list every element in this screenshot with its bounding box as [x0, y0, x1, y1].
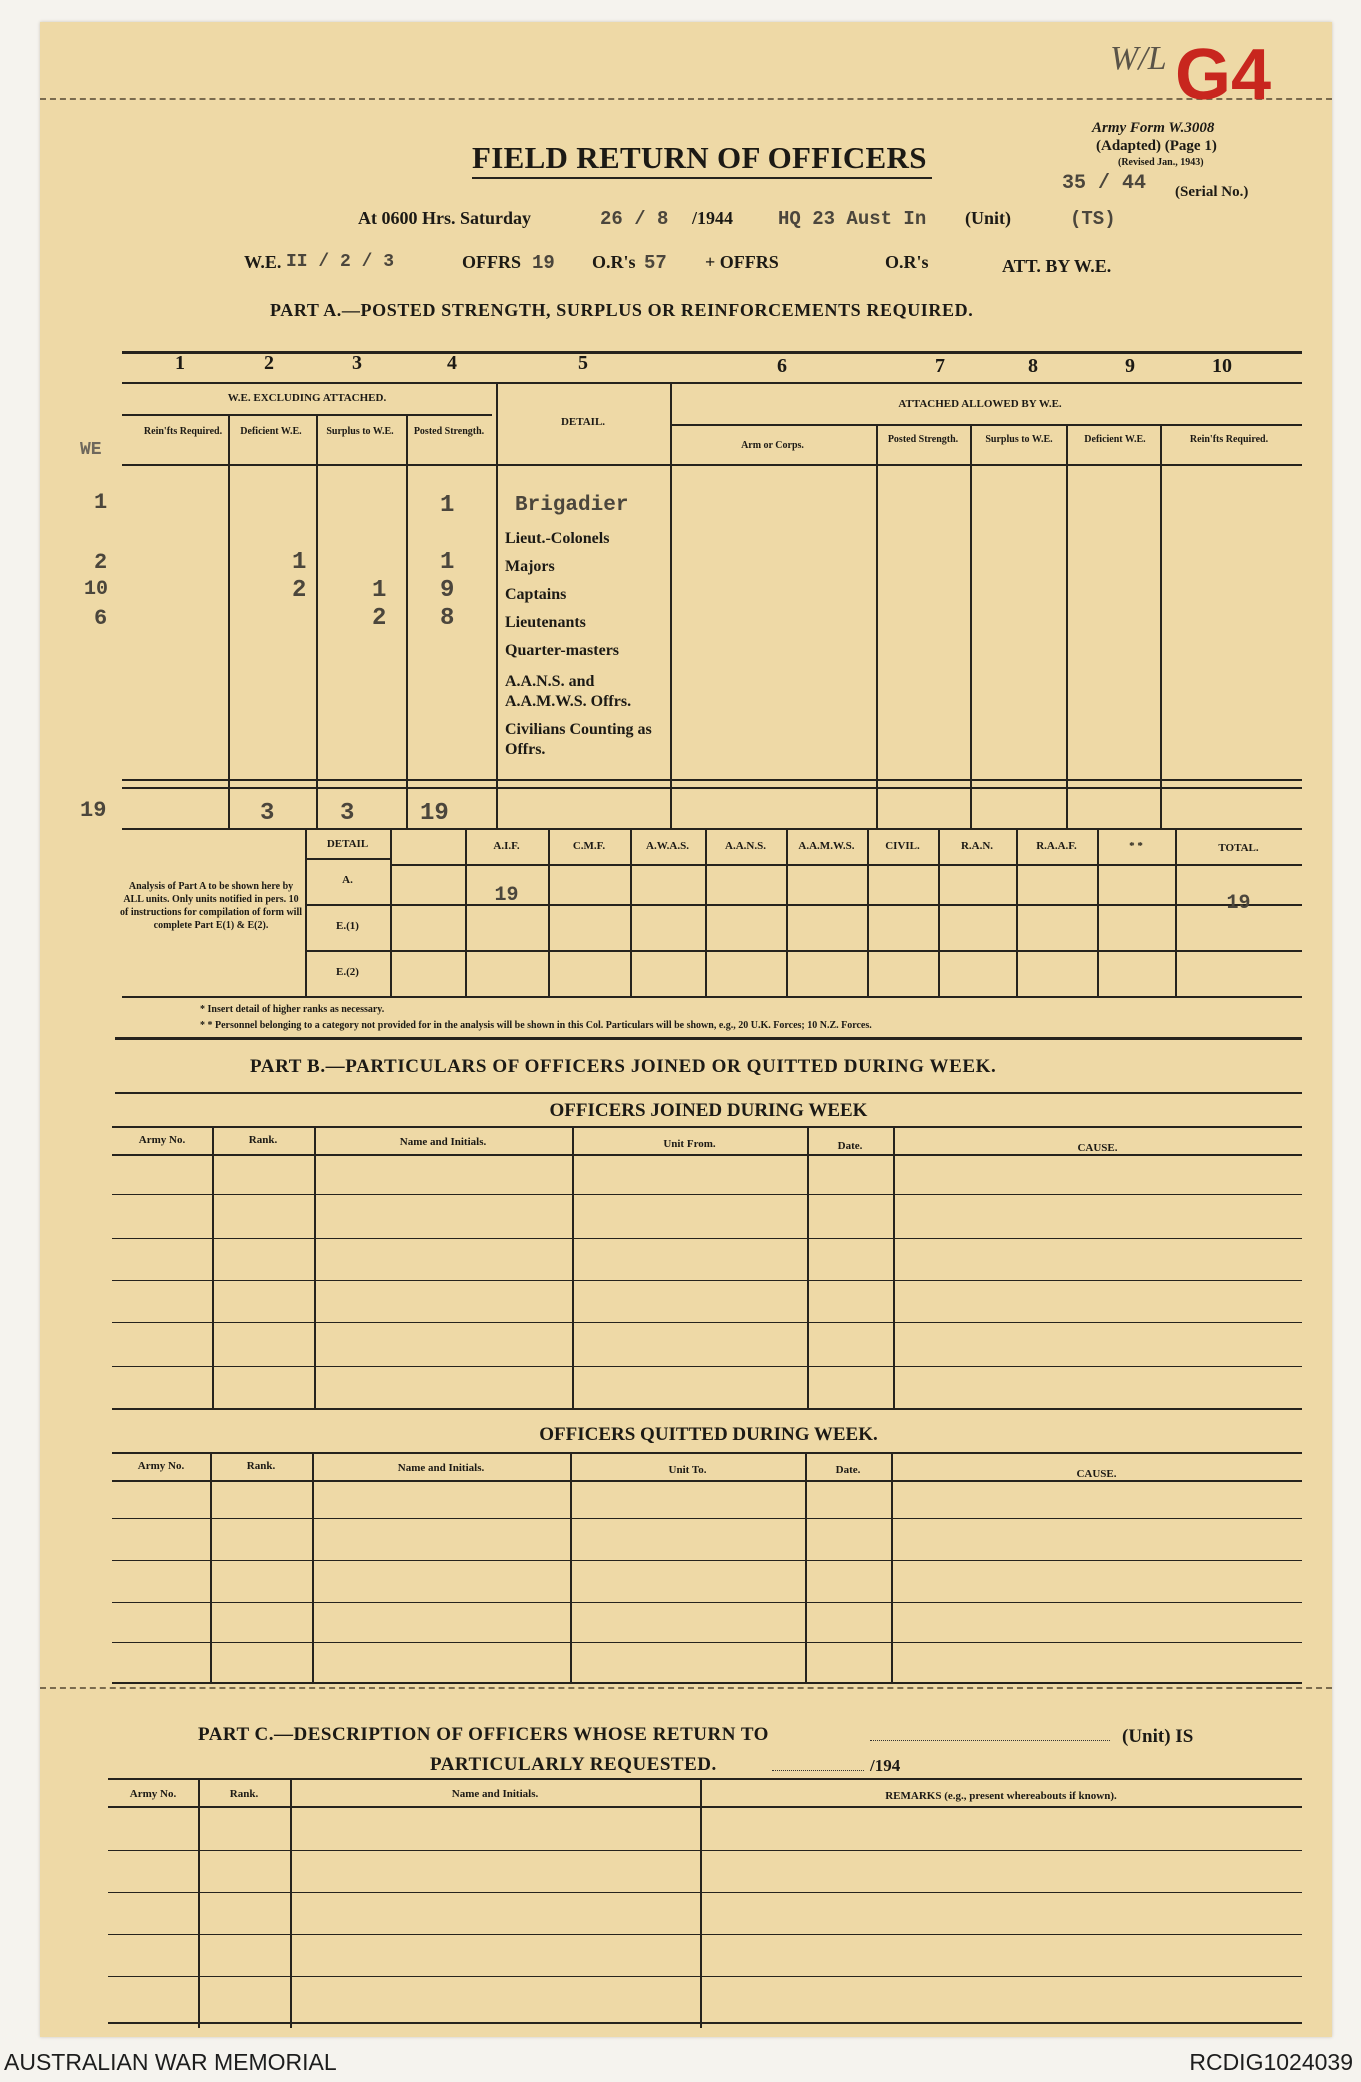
quitted-col-cause: CAUSE.: [1076, 1468, 1117, 1480]
detail-lieutenants: Lieutenants: [505, 614, 586, 631]
analysis-col-aans: A.A.N.S.: [725, 840, 766, 852]
footnote-1: * Insert detail of higher ranks as necessary.: [200, 1004, 385, 1015]
analysis-col-total: TOTAL.: [1218, 842, 1259, 854]
ors-value: 57: [644, 252, 667, 274]
col-head-reinfts: Rein'fts Required.: [143, 426, 223, 437]
analysis-row-a: A.: [342, 874, 353, 886]
form-sheet: [40, 22, 1332, 2037]
joined-col-unit-from: Unit From.: [663, 1138, 716, 1150]
posted-total: 19: [420, 800, 449, 827]
col-number-7: 7: [935, 355, 945, 377]
quitted-heading: OFFICERS QUITTED DURING WEEK.: [539, 1424, 878, 1445]
att-by-we-label: ATT. BY W.E.: [1002, 256, 1112, 276]
detail-captains: Captains: [505, 586, 567, 603]
partc-col-name: Name and Initials.: [451, 1788, 539, 1800]
perforation-top: [40, 98, 1332, 100]
col-head-deficient: Deficient W.E.: [240, 426, 302, 437]
part-c-requested: PARTICULARLY REQUESTED.: [430, 1754, 717, 1775]
total-value: 19: [1226, 892, 1251, 915]
we-value-lieutenants: 6: [94, 606, 108, 631]
col-head-reinfts-att: Rein'fts Required.: [1189, 434, 1269, 445]
analysis-col-civil: CIVIL.: [885, 840, 920, 852]
col-head-posted: Posted Strength.: [413, 426, 485, 437]
part-b-heading: PART B.—PARTICULARS OF OFFICERS JOINED OR QUITTED DURING WEEK.: [250, 1056, 997, 1077]
we-value-majors: 2: [94, 550, 108, 575]
col-head-surplus: Surplus to W.E.: [326, 426, 394, 437]
quitted-col-date: Date.: [835, 1464, 861, 1476]
analysis-col-other: * *: [1129, 840, 1143, 852]
posted-lieutenants: 8: [440, 605, 455, 632]
ors2-label: O.R's: [885, 252, 929, 272]
red-g4-mark: G4: [1175, 35, 1272, 115]
year-label: /1944: [692, 208, 734, 228]
posted-captains: 9: [440, 577, 455, 604]
quitted-col-name: Name and Initials.: [397, 1462, 485, 1474]
footnote-2: * * Personnel belonging to a category not provided for in the analysis will be shown in this Col. Particulars will be shown, e.g., 20 U.K. Forces; 10 N.Z. Forces.: [200, 1020, 872, 1031]
analysis-col-aamws: A.A.M.W.S.: [798, 840, 855, 852]
adapted-note: (Adapted) (Page 1): [1096, 138, 1217, 154]
part-c-date-year: /194: [870, 1756, 901, 1775]
footer-id: RCDIG1024039: [1189, 2049, 1353, 2075]
date-value: 26 / 8: [600, 208, 669, 230]
part-c-unit-blank[interactable]: [870, 1740, 1110, 1741]
ts-mark: (TS): [1070, 208, 1116, 230]
joined-col-cause: CAUSE.: [1077, 1142, 1118, 1154]
part-c-unit-is: (Unit) IS: [1122, 1726, 1194, 1747]
surplus-total: 3: [340, 800, 355, 827]
revised-note: (Revised Jan., 1943): [1118, 157, 1204, 168]
serial-number-value: 35 / 44: [1062, 172, 1147, 195]
we-excluding-attached-header: W.E. EXCLUDING ATTACHED.: [227, 392, 387, 404]
detail-civilians: Civilians Counting as Offrs.: [505, 721, 652, 758]
col-number-9: 9: [1125, 355, 1135, 377]
joined-heading: OFFICERS JOINED DURING WEEK: [549, 1100, 868, 1121]
surplus-lieutenants: 2: [372, 605, 387, 632]
col-head-deficient-att: Deficient W.E.: [1084, 434, 1146, 445]
analysis-col-aif: A.I.F.: [493, 840, 520, 852]
form-title: FIELD RETURN OF OFFICERS: [472, 140, 927, 175]
partc-col-remarks: REMARKS (e.g., present whereabouts if known).: [885, 1790, 1117, 1802]
analysis-col-awas: A.W.A.S.: [646, 840, 689, 852]
surplus-captains: 1: [372, 577, 387, 604]
analysis-col-detail: DETAIL: [326, 838, 369, 850]
quitted-col-unit-to: Unit To.: [668, 1464, 707, 1476]
we-margin-label: WE: [80, 440, 102, 460]
deficient-captains: 2: [292, 577, 307, 604]
detail-quarter-masters: Quarter-masters: [505, 642, 620, 659]
handwritten-initials: W/L: [1110, 40, 1167, 77]
partc-col-rank: Rank.: [229, 1788, 259, 1800]
serial-number-label: (Serial No.): [1175, 184, 1249, 200]
analysis-row-e1: E.(1): [336, 920, 359, 932]
we-total: 19: [80, 798, 107, 823]
at-hours-label: At 0600 Hrs. Saturday: [358, 208, 532, 228]
posted-majors: 1: [440, 549, 455, 576]
joined-col-name: Name and Initials.: [399, 1136, 487, 1148]
analysis-col-ran: R.A.N.: [960, 840, 994, 852]
offrs-value: 19: [532, 252, 555, 274]
aif-value: 19: [494, 884, 519, 907]
posted-brigadier: 1: [440, 492, 455, 519]
we-label: W.E.: [244, 252, 282, 272]
analysis-col-raaf: R.A.A.F.: [1036, 840, 1077, 852]
col-number-8: 8: [1028, 355, 1038, 377]
analysis-row-e2: E.(2): [336, 966, 359, 978]
army-form-number: Army Form W.3008: [1092, 120, 1215, 136]
footer-source: AUSTRALIAN WAR MEMORIAL: [4, 2049, 337, 2075]
col-number-4: 4: [447, 352, 457, 374]
part-c-heading: PART C.—DESCRIPTION OF OFFICERS WHOSE RETURN TO: [198, 1724, 769, 1745]
perforation-bottom: [40, 1687, 1332, 1689]
partc-col-army-no: Army No.: [129, 1788, 177, 1800]
joined-col-date: Date.: [837, 1140, 863, 1152]
plus-offrs-label: + OFFRS: [705, 252, 779, 272]
col-number-2: 2: [264, 352, 274, 374]
col-head-arm-corps: Arm or Corps.: [741, 440, 804, 451]
deficient-total: 3: [260, 800, 275, 827]
attached-allowed-header: ATTACHED ALLOWED BY W.E.: [898, 398, 1062, 410]
col-head-posted-att: Posted Strength.: [887, 434, 959, 445]
offrs-label: OFFRS: [462, 252, 522, 272]
detail-header: DETAIL.: [560, 416, 606, 428]
col-number-6: 6: [777, 355, 787, 377]
col-number-1: 1: [175, 352, 185, 374]
detail-majors: Majors: [505, 558, 555, 575]
col-number-5: 5: [578, 352, 588, 374]
ors-label: O.R's: [592, 252, 636, 272]
deficient-majors: 1: [292, 549, 307, 576]
quitted-col-rank: Rank.: [246, 1460, 276, 1472]
we-value: II / 2 / 3: [286, 252, 395, 272]
we-value-captains: 10: [84, 578, 109, 601]
joined-col-rank: Rank.: [248, 1134, 278, 1146]
joined-col-army-no: Army No.: [138, 1134, 186, 1146]
detail-brigadier: Brigadier: [515, 494, 629, 517]
detail-lieut-colonels: Lieut.-Colonels: [505, 530, 610, 547]
unit-label: (Unit): [965, 208, 1011, 228]
part-c-date-blank[interactable]: [772, 1770, 864, 1771]
col-number-10: 10: [1212, 355, 1232, 377]
unit-value: HQ 23 Aust In: [778, 208, 927, 230]
detail-aans-aamws: A.A.N.S. and A.A.M.W.S. Offrs.: [505, 673, 632, 710]
analysis-note: Analysis of Part A to be shown here by ALL units. Only units notified in pers. 10 of instructions for compilation of form will complete Part E(1) & E(2).: [119, 881, 303, 931]
part-a-heading: PART A.—POSTED STRENGTH, SURPLUS OR REINFORCEMENTS REQUIRED.: [270, 300, 974, 320]
analysis-col-cmf: C.M.F.: [572, 840, 606, 852]
col-head-surplus-att: Surplus to W.E.: [985, 434, 1053, 445]
col-number-3: 3: [352, 352, 362, 374]
quitted-col-army-no: Army No.: [137, 1460, 185, 1472]
we-value-brigadier: 1: [94, 490, 108, 515]
